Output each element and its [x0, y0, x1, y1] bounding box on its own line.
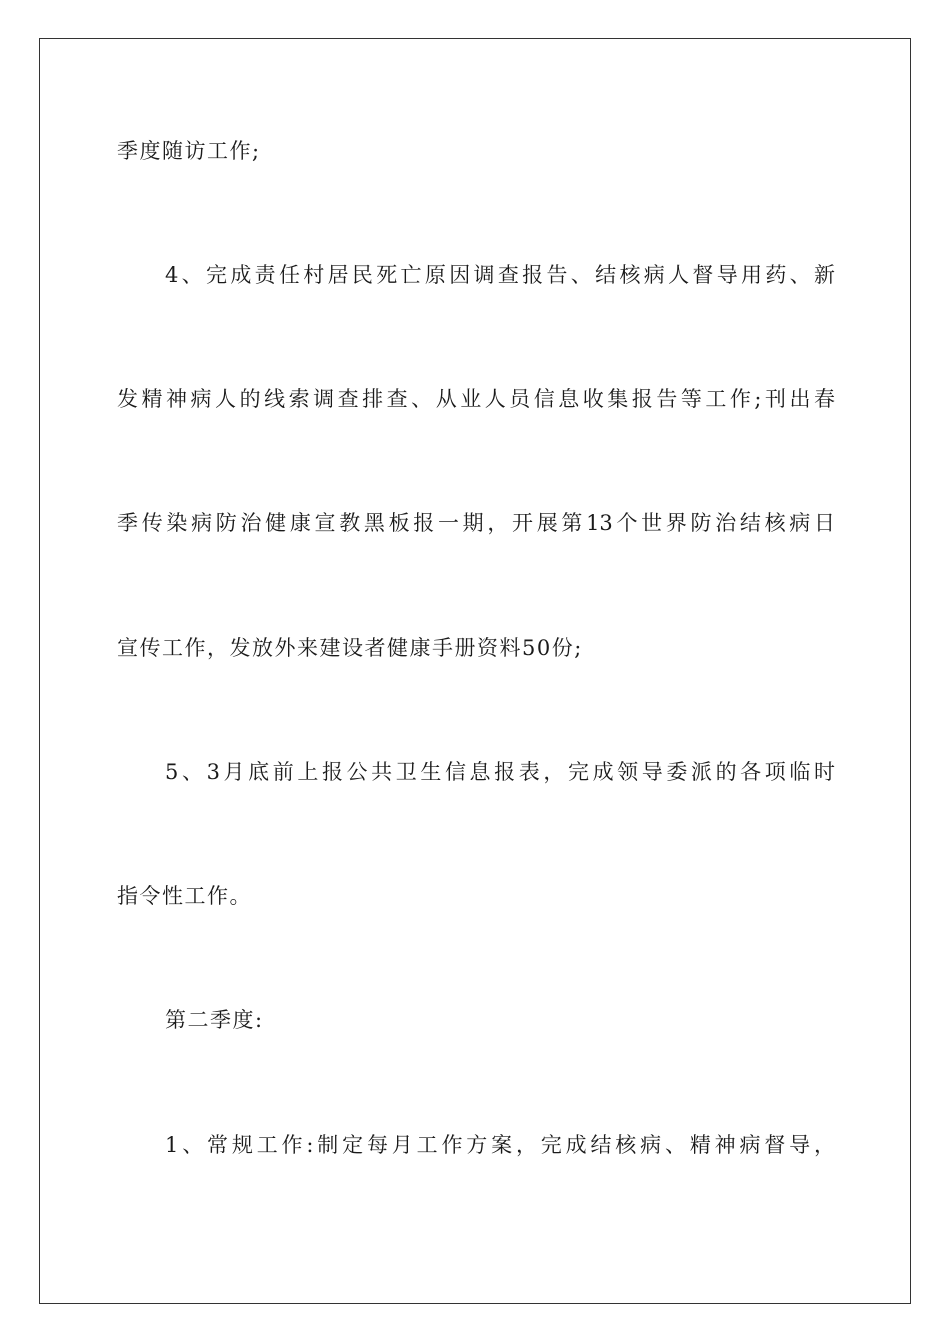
text-line-9: 1、常规工作:制定每月工作方案，完成结核病、精神病督导， [165, 1133, 835, 1157]
text-line-7: 指令性工作。 [117, 884, 252, 908]
text-line-4: 季传染病防治健康宣教黑板报一期，开展第13个世界防治结核病日 [117, 511, 835, 535]
section-heading: 第二季度: [165, 1008, 264, 1032]
text-line-1: 季度随访工作; [117, 139, 261, 163]
text-line-3: 发精神病人的线索调查排查、从业人员信息收集报告等工作;刊出春 [117, 387, 835, 411]
text-line-6: 5、3月底前上报公共卫生信息报表，完成领导委派的各项临时 [165, 760, 835, 784]
text-line-5: 宣传工作，发放外来建设者健康手册资料50份; [117, 636, 583, 660]
page-frame [39, 38, 911, 1304]
text-line-2: 4、完成责任村居民死亡原因调查报告、结核病人督导用药、新 [165, 263, 835, 287]
